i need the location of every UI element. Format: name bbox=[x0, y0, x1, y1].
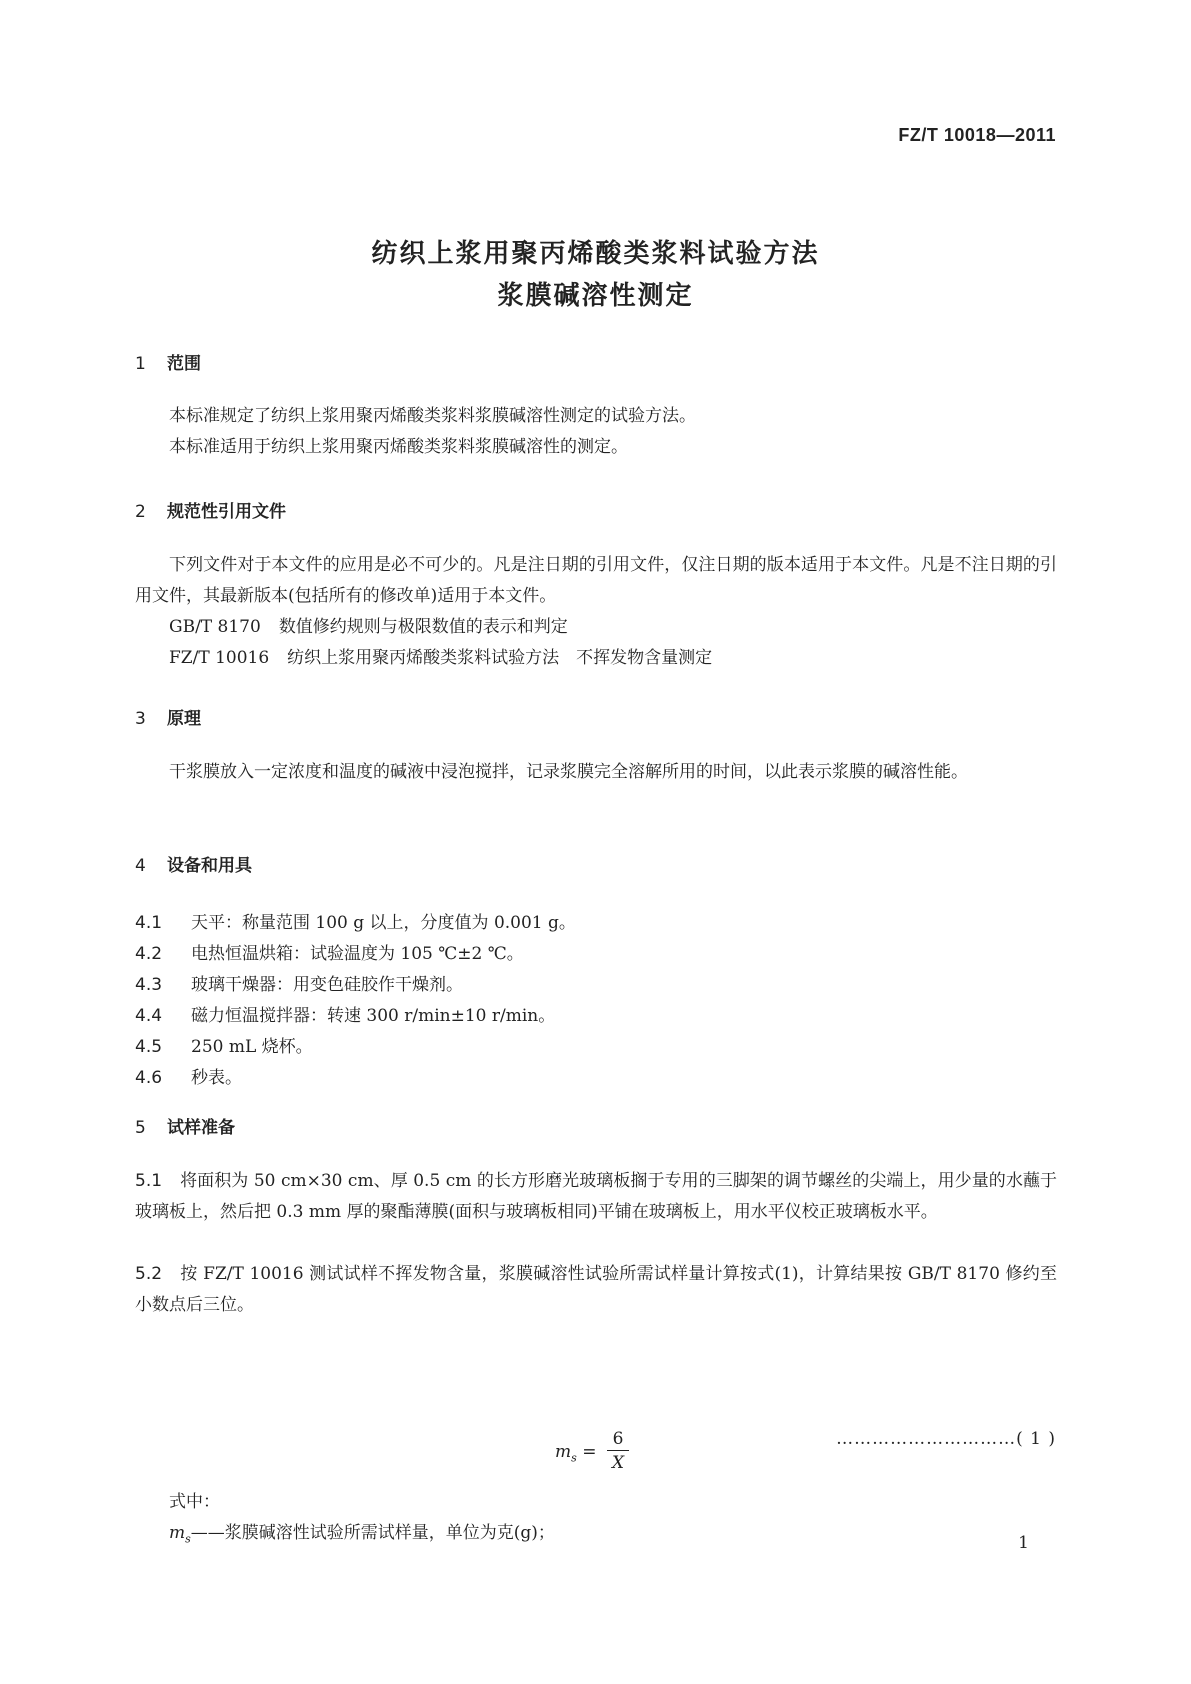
reference-code: GB/T 8170 bbox=[169, 617, 261, 637]
formula-denominator: X bbox=[611, 1453, 625, 1473]
standard-code: FZ/T 10018—2011 bbox=[898, 125, 1056, 145]
formula-numerator: 6 bbox=[612, 1429, 624, 1449]
formula-subscript: s bbox=[571, 1451, 577, 1465]
item-text: 250 mL 烧杯。 bbox=[191, 1037, 313, 1057]
clause-number: 5.1 bbox=[135, 1171, 163, 1191]
section-5-heading bbox=[135, 1113, 235, 1138]
item-number: 4.2 bbox=[135, 944, 163, 964]
formula-lhs bbox=[555, 1442, 596, 1464]
item-number: 4.6 bbox=[135, 1068, 163, 1088]
where-definition bbox=[169, 1518, 555, 1554]
document-title-line1: 纺织上浆用聚丙烯酸类浆料试验方法 bbox=[371, 239, 820, 269]
item-text: 天平：称量范围 100 g 以上，分度值为 0.001 g。 bbox=[191, 913, 576, 933]
where-label: 式中： bbox=[169, 1492, 220, 1512]
section-title: 规范性引用文件 bbox=[167, 502, 286, 522]
section-2-paragraph: 下列文件对于本文件的应用是必不可少的。凡是注日期的引用文件，仅注日期的版本适用于本文件。凡是不注日期的引用文件，其最新版本(包括所有的修改单)适用于本文件。 bbox=[135, 555, 1057, 606]
item-text: 玻璃干燥器：用变色硅胶作干燥剂。 bbox=[191, 975, 463, 995]
section-1-paragraph-2: 本标准适用于纺织上浆用聚丙烯酸类浆料浆膜碱溶性的测定。 bbox=[169, 437, 628, 457]
section-2-heading bbox=[135, 497, 286, 522]
reference-title: 纺织上浆用聚丙烯酸类浆料试验方法 不挥发物含量测定 bbox=[287, 648, 713, 668]
section-number: 5 bbox=[135, 1118, 146, 1138]
item-number: 4.4 bbox=[135, 1006, 163, 1026]
formula-symbol: m bbox=[555, 1442, 572, 1462]
equipment-item bbox=[135, 1063, 242, 1088]
section-number: 2 bbox=[135, 502, 146, 522]
formula-1 bbox=[555, 1428, 665, 1480]
equipment-item bbox=[135, 1032, 313, 1057]
item-number: 4.3 bbox=[135, 975, 163, 995]
item-number: 4.5 bbox=[135, 1037, 163, 1057]
definition-symbol: m bbox=[169, 1523, 186, 1543]
normative-reference-2 bbox=[169, 643, 712, 674]
reference-code: FZ/T 10016 bbox=[169, 648, 270, 668]
clause-5-2 bbox=[135, 1259, 1057, 1321]
formula-fraction bbox=[607, 1428, 629, 1475]
section-title: 试样准备 bbox=[167, 1118, 235, 1138]
section-1-heading bbox=[135, 349, 201, 374]
normative-reference-1 bbox=[169, 612, 568, 643]
item-text: 秒表。 bbox=[191, 1068, 242, 1088]
clause-number: 5.2 bbox=[135, 1264, 163, 1284]
clause-text: 按 FZ/T 10016 测试试样不挥发物含量，浆膜碱溶性试验所需试样量计算按式(1)，计算结果按 GB/T 8170 修约至小数点后三位。 bbox=[135, 1264, 1057, 1315]
clause-5-1 bbox=[135, 1166, 1057, 1228]
equipment-item bbox=[135, 1001, 555, 1026]
section-number: 3 bbox=[135, 709, 146, 729]
document-title-line2: 浆膜碱溶性测定 bbox=[497, 281, 694, 311]
section-4-heading bbox=[135, 851, 252, 876]
section-title: 原理 bbox=[167, 709, 201, 729]
formula-equals: = bbox=[582, 1442, 597, 1462]
clause-text: 将面积为 50 cm×30 cm、厚 0.5 cm 的长方形磨光玻璃板搁于专用的三脚架的调节螺丝的尖端上，用少量的水蘸于玻璃板上，然后把 0.3 mm 厚的聚酯薄膜(面积与玻璃板相同)平铺在玻璃板上，用水平仪校正玻璃板水平。 bbox=[135, 1171, 1057, 1222]
section-number: 4 bbox=[135, 856, 146, 876]
equipment-item bbox=[135, 939, 524, 964]
section-3-paragraph: 干浆膜放入一定浓度和温度的碱液中浸泡搅拌，记录浆膜完全溶解所用的时间，以此表示浆膜的碱溶性能。 bbox=[169, 762, 968, 782]
section-number: 1 bbox=[135, 354, 146, 374]
equation-number: …………………………( 1 ) bbox=[836, 1429, 1056, 1449]
section-3-heading bbox=[135, 704, 201, 729]
page-number: 1 bbox=[1018, 1533, 1029, 1553]
definition-subscript: s bbox=[185, 1532, 191, 1546]
equipment-item bbox=[135, 908, 576, 933]
item-text: 电热恒温烘箱：试验温度为 105 ℃±2 ℃。 bbox=[191, 944, 524, 964]
equipment-item bbox=[135, 970, 463, 995]
section-title: 设备和用具 bbox=[167, 856, 252, 876]
section-title: 范围 bbox=[167, 354, 201, 374]
item-number: 4.1 bbox=[135, 913, 163, 933]
section-1-paragraph-1: 本标准规定了纺织上浆用聚丙烯酸类浆料浆膜碱溶性测定的试验方法。 bbox=[169, 406, 696, 426]
reference-title: 数值修约规则与极限数值的表示和判定 bbox=[278, 617, 568, 637]
item-text: 磁力恒温搅拌器：转速 300 r/min±10 r/min。 bbox=[191, 1006, 556, 1026]
definition-text: ——浆膜碱溶性试验所需试样量，单位为克(g)； bbox=[190, 1523, 555, 1543]
